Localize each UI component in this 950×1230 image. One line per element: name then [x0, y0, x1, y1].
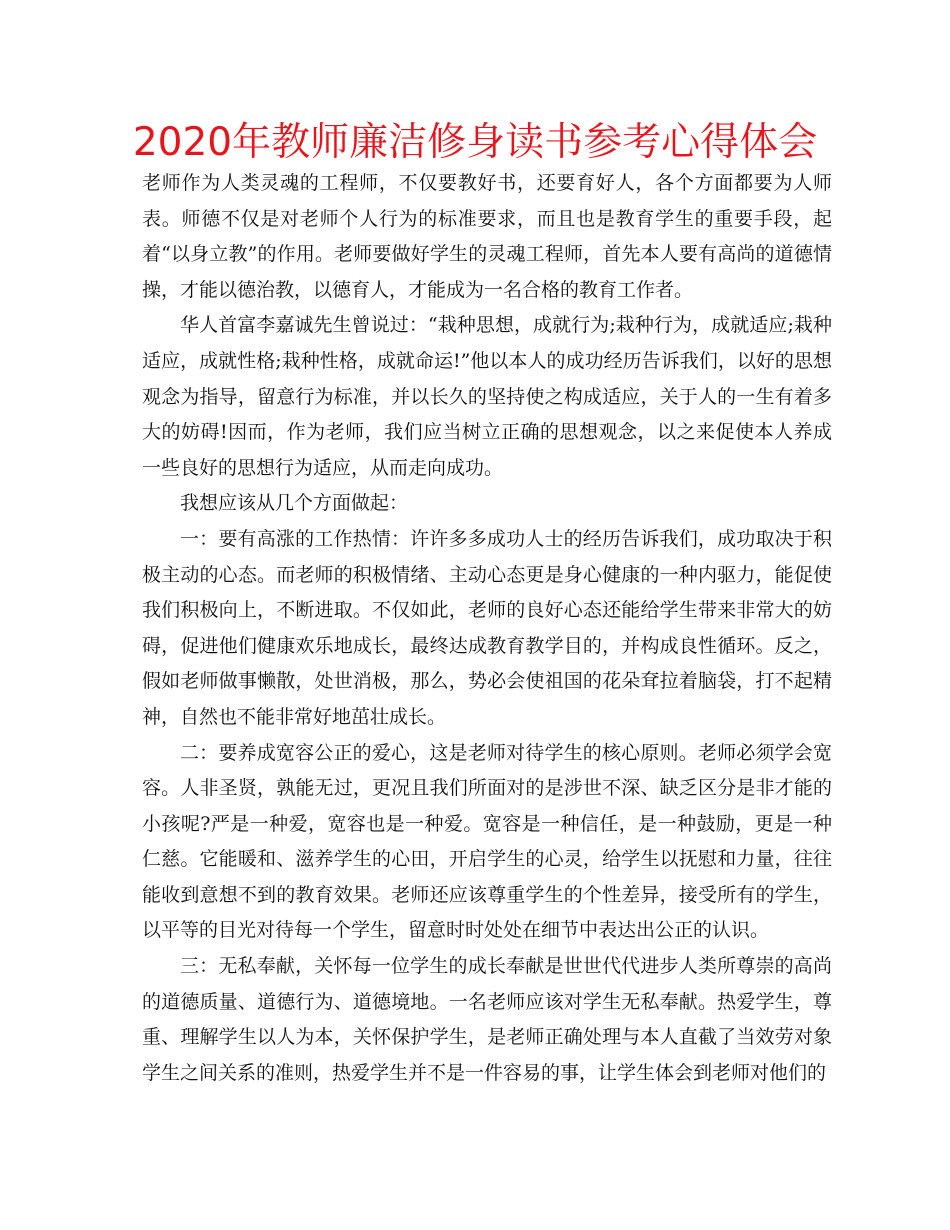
paragraph-quote: 华人首富李嘉诚先生曾说过：“栽种思想，成就行为;栽种行为，成就适应;栽种适应，成就性格;栽种性格，成就命运!”他以本人的成功经历告诉我们，以好的思想观念为指导，留意行为标准，并以长久的坚持使之构成适应，关于人的一生有着多大的妨碍!因而，作为老师，我们应当树立正确的思想观念，以之来促使本人养成一些良好的思想行为适应，从而走向成功。 — [142, 314, 832, 479]
paragraph-point-three: 三：无私奉献，关怀每一位学生的成长奉献是世世代代进步人类所尊崇的高尚的道德质量、道德行为、道德境地。一名老师应该对学生无私奉献。热爱学生，尊重、理解学生以人为本，关怀保护学生，是老师正确处理与本人直截了当效劳对象学生之间关系的准则，热爱学生并不是一件容易的事，让学生体会到老师对他们的 — [142, 955, 832, 1084]
paragraph-point-two: 二：要养成宽容公正的爱心，这是老师对待学生的核心原则。老师必须学会宽容。人非圣贤，孰能无过，更况且我们所面对的是涉世不深、缺乏区分是非才能的小孩呢?严是一种爱，宽容也是一种爱。宽容是一种信任，是一种鼓励，更是一种仁慈。它能暖和、滋养学生的心田，开启学生的心灵，给学生以抚慰和力量，往往能收到意想不到的教育效果。老师还应该尊重学生的个性差异，接受所有的学生，以平等的目光对待每一个学生，留意时时处处在细节中表达出公正的认识。 — [142, 741, 832, 942]
paragraph-intro: 老师作为人类灵魂的工程师，不仅要教好书，还要育好人，各个方面都要为人师表。师德不仅是对老师个人行为的标准要求，而且也是教育学生的重要手段，起着“以身立教”的作用。老师要做好学生的灵魂工程师，首先本人要有高尚的道德情操，才能以德治教，以德育人，才能成为一名合格的教育工作者。 — [142, 172, 832, 301]
paragraph-lead-in: 我想应该从几个方面做起： — [180, 492, 409, 515]
document-body — [142, 166, 832, 1091]
paragraph-point-one: 一：要有高涨的工作热情：许许多多成功人士的经历告诉我们，成功取决于积极主动的心态。而老师的积极情绪、主动心态更是身心健康的一种内驱力，能促使我们积极向上，不断进取。不仅如此，老师的良好心态还能给学生带来非常大的妨碍，促进他们健康欢乐地成长，最终达成教育教学目的，并构成良性循环。反之，假如老师做事懒散，处世消极，那么，势必会使祖国的花朵耷拉着脑袋，打不起精神，自然也不能非常好地茁壮成长。 — [142, 527, 832, 728]
document-title: 2020年教师廉洁修身读书参考心得体会 — [132, 120, 818, 165]
